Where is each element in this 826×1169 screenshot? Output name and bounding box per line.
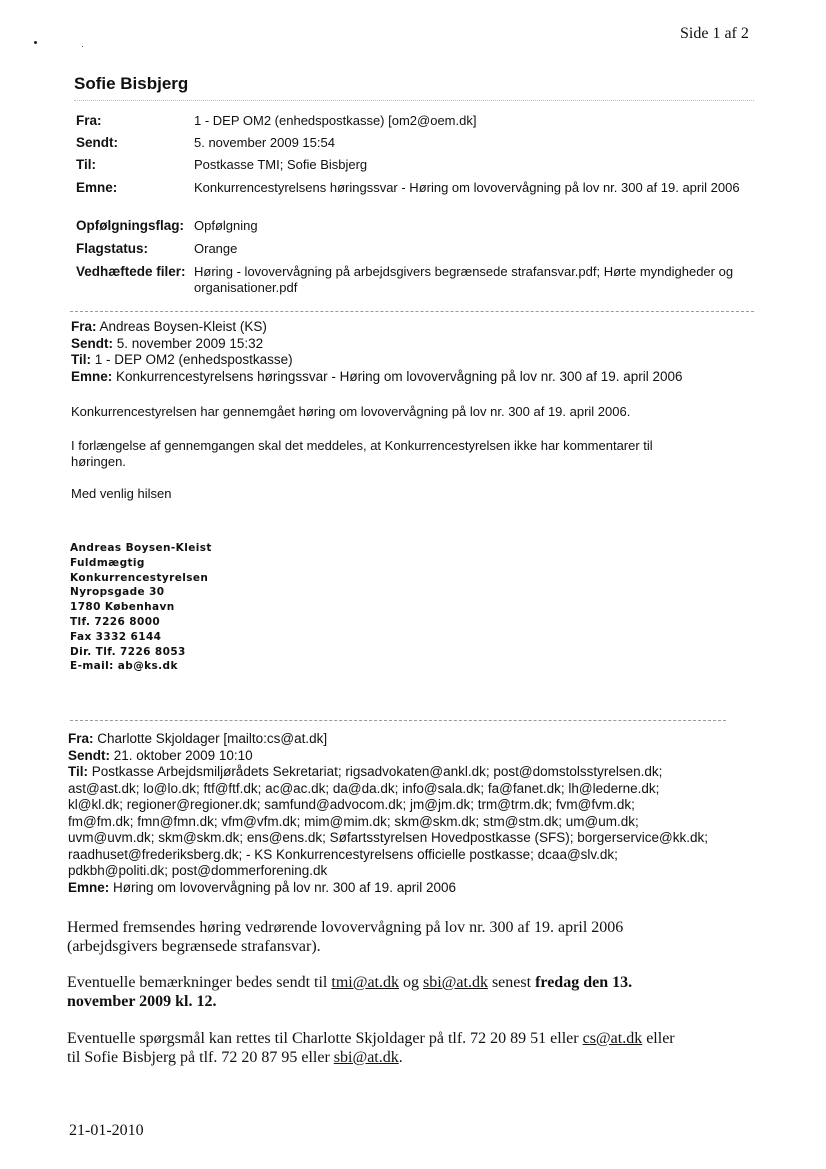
message1-header <box>71 319 761 385</box>
to-value: 1 - DEP OM2 (enhedspostkasse) <box>94 352 293 367</box>
subject-value: Konkurrencestyrelsens høringssvar - Høring om lovovervågning på lov nr. 300 af 19. april 2006 <box>194 180 740 195</box>
paragraph-line: høringen. <box>71 454 126 469</box>
page-number: Side 1 af 2 <box>680 25 749 42</box>
signature-phone: Tlf. 7226 8000 <box>70 615 161 628</box>
paragraph-text: og <box>399 974 423 991</box>
from-label: Fra: <box>76 113 102 128</box>
from-value: 1 - DEP OM2 (enhedspostkasse) [om2@oem.dk] <box>194 113 477 128</box>
footer-date: 21-01-2010 <box>69 1122 144 1139</box>
to-line: fm@fm.dk; fmn@fmn.dk; vfm@vfm.dk; mim@mim.dk; skm@skm.dk; stm@stm.dk; um@um.dk; <box>68 813 639 829</box>
to-line: kl@kl.dk; regioner@regioner.dk; samfund@advocom.dk; jm@jm.dk; trm@trm.dk; fvm@fvm.dk; <box>68 797 635 812</box>
attachments-label: Vedhæftede filer: <box>76 264 186 279</box>
signature-direct: Dir. Tlf. 7226 8053 <box>70 645 186 658</box>
followup-label: Opfølgningsflag: <box>76 218 184 233</box>
sent-label: Sendt: <box>76 135 118 150</box>
sent-label: Sendt: <box>68 747 110 763</box>
paragraph-line: Hermed fremsendes høring vedrørende lovovervågning på lov nr. 300 af 19. april 2006 <box>67 919 624 936</box>
signature-city: 1780 København <box>70 601 175 614</box>
paragraph-text: Eventuelle bemærkninger bedes sendt til <box>67 974 332 991</box>
divider <box>74 100 754 101</box>
paragraph-line: I forlængelse af gennemgangen skal det meddeles, at Konkurrencestyrelsen ikke har kommentarer til <box>71 438 653 453</box>
to-line: ast@ast.dk; lo@lo.dk; ftf@ftf.dk; ac@ac.dk; da@da.dk; info@sala.dk; fa@fanet.dk; lh@lederne.dk; <box>68 780 660 796</box>
to-line: raadhuset@frederiksberg.dk; - KS Konkurrencestyrelsens officielle postkasse; dcaa@slv.dk; <box>68 846 618 862</box>
paragraph-text: eller <box>642 1030 675 1047</box>
email-link-cs[interactable]: cs@at.dk <box>582 1030 643 1047</box>
from-label: Fra: <box>68 731 94 746</box>
owner-name: Sofie Bisbjerg <box>74 74 189 93</box>
to-label: Til: <box>71 352 91 367</box>
message1-para1: Konkurrencestyrelsen har gennemgået høring om lovovervågning på lov nr. 300 af 19. april 2006. <box>71 404 631 419</box>
signature-block <box>70 541 212 674</box>
sent-value: 5. november 2009 15:54 <box>194 135 335 150</box>
paragraph-text: til Sofie Bisbjerg på tlf. 72 20 87 95 eller <box>67 1049 334 1066</box>
to-label: Til: <box>68 764 88 779</box>
to-label: Til: <box>76 157 96 172</box>
paragraph-text: senest <box>487 974 536 991</box>
divider <box>70 311 754 312</box>
email-link-sbi[interactable]: sbi@at.dk <box>423 974 488 991</box>
deadline-text: november 2009 kl. 12. <box>67 993 217 1010</box>
message2-para2 <box>67 973 767 1011</box>
scan-speck <box>34 41 37 44</box>
attachments-value: Høring - lovovervågning på arbejdsgivers begrænsede strafansvar.pdf; Hørte myndigheder og organisationer.pdf <box>194 264 734 295</box>
from-value: Charlotte Skjoldager [mailto:cs@at.dk] <box>97 731 328 746</box>
signature-org: Konkurrencestyrelsen <box>70 571 209 584</box>
to-value: Postkasse TMI; Sofie Bisbjerg <box>194 157 368 172</box>
to-line: pdkbh@politi.dk; post@dommerforening.dk <box>68 863 328 878</box>
signature-title: Fuldmægtig <box>70 556 145 569</box>
scan-speck <box>82 46 83 47</box>
from-value: Andreas Boysen-Kleist (KS) <box>99 319 267 334</box>
signature-email: E-mail: ab@ks.dk <box>70 660 178 673</box>
message2-para3 <box>67 1029 787 1067</box>
flagstatus-label: Flagstatus: <box>76 241 149 256</box>
signature-street: Nyropsgade 30 <box>70 586 165 599</box>
paragraph-line: (arbejdsgivers begrænsede strafansvar). <box>67 938 321 955</box>
subject-label: Emne: <box>68 879 110 895</box>
message2-header <box>68 731 768 896</box>
subject-label: Emne: <box>71 368 113 384</box>
email-link-sbi[interactable]: sbi@at.dk <box>333 1049 399 1066</box>
email-link-tmi[interactable]: tmi@at.dk <box>331 974 399 991</box>
subject-value: Høring om lovovervågning på lov nr. 300 af 19. april 2006 <box>113 879 456 895</box>
to-line: Postkasse Arbejdsmiljørådets Sekretariat; rigsadvokaten@ankl.dk; post@domstolsstyrelsen.dk; <box>91 764 663 779</box>
message1-para2 <box>71 438 761 470</box>
flagstatus-value: Orange <box>194 241 238 256</box>
divider <box>70 720 726 721</box>
subject-value: Konkurrencestyrelsens høringssvar - Høring om lovovervågning på lov nr. 300 af 19. april 2006 <box>116 368 683 384</box>
signature-name: Andreas Boysen-Kleist <box>70 542 212 554</box>
sent-label: Sendt: <box>71 335 113 351</box>
message2-para1 <box>67 918 767 956</box>
subject-label: Emne: <box>76 180 118 195</box>
paragraph-text: . <box>398 1049 403 1066</box>
message1-closing: Med venlig hilsen <box>71 486 172 501</box>
sent-value: 21. oktober 2009 10:10 <box>113 747 253 763</box>
paragraph-text: Eventuelle spørgsmål kan rettes til Charlotte Skjoldager på tlf. 72 20 89 51 eller <box>67 1030 583 1047</box>
deadline-text: fredag den 13. <box>535 974 633 991</box>
to-line: uvm@uvm.dk; skm@skm.dk; ens@ens.dk; Søfartsstyrelsen Hovedpostkasse (SFS); borgerservice@kk.dk; <box>68 830 709 845</box>
from-label: Fra: <box>71 319 97 334</box>
signature-fax: Fax 3332 6144 <box>70 630 162 643</box>
followup-value: Opfølgning <box>194 218 258 233</box>
sent-value: 5. november 2009 15:32 <box>116 335 264 351</box>
